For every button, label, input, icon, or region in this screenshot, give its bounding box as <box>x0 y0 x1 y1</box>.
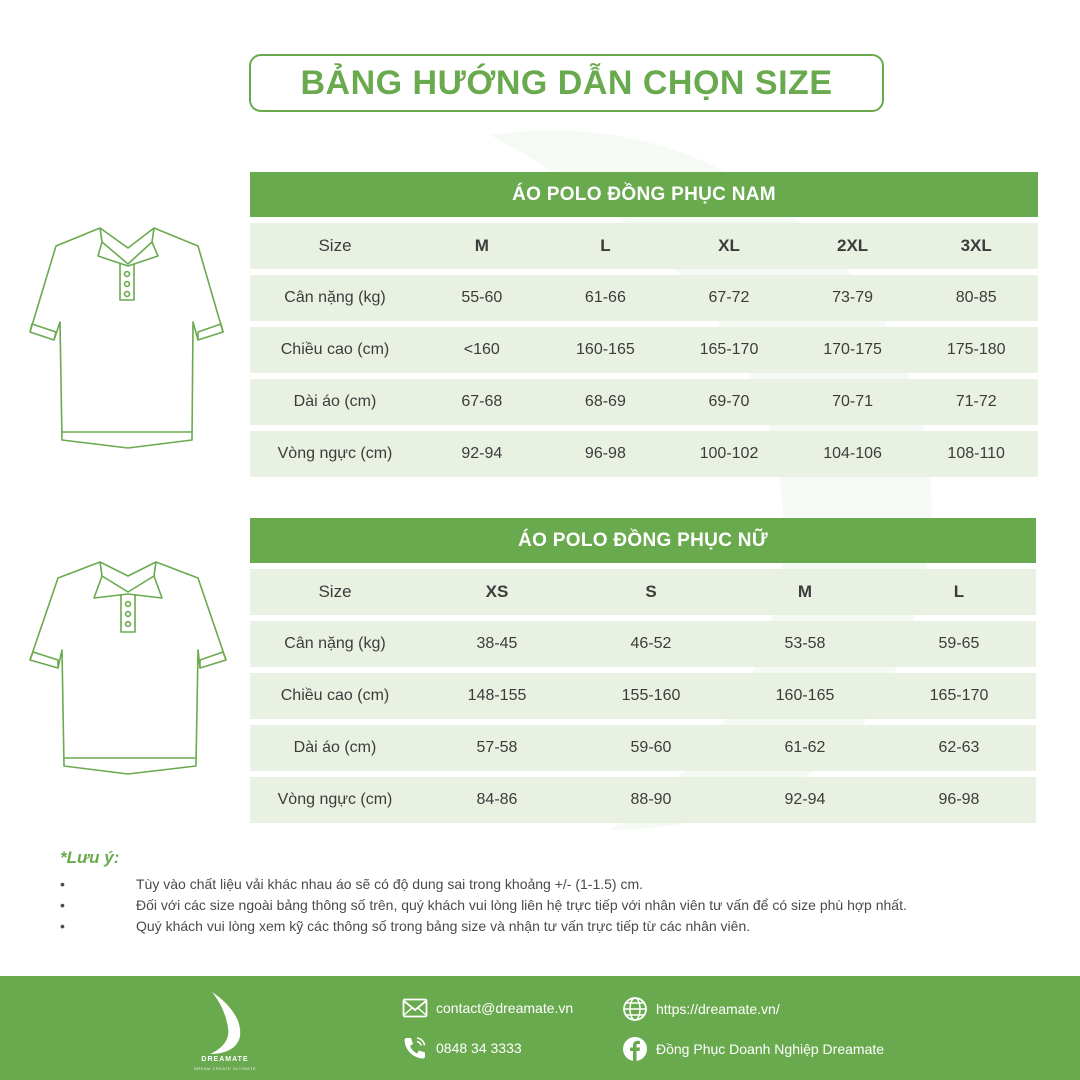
table-cell: 96-98 <box>938 791 980 808</box>
website-contact[interactable] <box>622 996 780 1022</box>
note-item <box>60 876 1020 897</box>
table-cell: 59-65 <box>938 635 980 652</box>
row-label: Chiều cao (cm) <box>280 341 390 358</box>
women-size-table <box>250 518 1036 823</box>
table-cell: 96-98 <box>584 445 626 462</box>
size-row <box>250 569 1036 615</box>
table-row <box>250 725 1036 771</box>
notes-title: *Lưu ý: <box>60 848 120 867</box>
men-size-table <box>250 172 1038 477</box>
dreamate-logo-icon <box>190 986 260 1056</box>
table-cell: 69-70 <box>708 393 750 410</box>
note-item <box>60 918 1020 939</box>
table-row <box>250 431 1038 477</box>
row-label: Vòng ngực (cm) <box>277 445 393 462</box>
polo-shirt-men-icon <box>28 222 226 454</box>
bullet: • <box>60 918 65 934</box>
size-cell: XL <box>718 236 740 255</box>
table-cell: 67-68 <box>461 393 503 410</box>
table-cell: 46-52 <box>630 635 672 652</box>
note-text: Đối với các size ngoài bảng thông số trên, quý khách vui lòng liên hệ trực tiếp với nhân viên tư vấn để có size phù hợp nhất. <box>136 897 907 913</box>
table-cell: 104-106 <box>823 445 882 462</box>
table-cell: 68-69 <box>584 393 626 410</box>
table-cell: 70-71 <box>832 393 874 410</box>
mail-icon <box>402 998 428 1018</box>
row-label: Size <box>318 582 352 601</box>
row-label: Cân nặng (kg) <box>284 289 386 306</box>
table-row <box>250 777 1036 823</box>
table-cell: 160-165 <box>576 341 635 358</box>
table-cell: 160-165 <box>775 687 835 704</box>
note-item <box>60 897 1020 918</box>
facebook-icon <box>622 1036 648 1062</box>
table-cell: 38-45 <box>476 635 518 652</box>
table-cell: 92-94 <box>461 445 503 462</box>
table-cell: 61-62 <box>784 739 826 756</box>
note-text: Tùy vào chất liệu vải khác nhau áo sẽ có độ dung sai trong khoảng +/- (1-1.5) cm. <box>136 876 644 892</box>
table-cell: 53-58 <box>784 635 826 652</box>
row-label: Vòng ngực (cm) <box>277 791 393 808</box>
table-cell: 165-170 <box>699 341 759 358</box>
email-contact[interactable] <box>402 998 573 1018</box>
table-cell: 73-79 <box>832 289 874 306</box>
table-cell: 61-66 <box>584 289 626 306</box>
globe-icon <box>622 996 648 1022</box>
table-row <box>250 673 1036 719</box>
phone-text: 0848 34 3333 <box>436 1040 522 1056</box>
row-label: Dài áo (cm) <box>293 739 377 756</box>
size-cell: XS <box>485 582 509 601</box>
table-cell: 71-72 <box>955 393 997 410</box>
table-cell: 170-175 <box>823 341 882 358</box>
size-cell: L <box>600 236 611 255</box>
table-cell: 108-110 <box>947 445 1005 462</box>
table-cell: 100-102 <box>699 445 759 462</box>
table-cell: 57-58 <box>476 739 518 756</box>
women-table-heading: ÁO POLO ĐỒNG PHỤC NỮ <box>250 518 1036 563</box>
table-cell: 62-63 <box>938 739 980 756</box>
table-row <box>250 327 1038 373</box>
bullet: • <box>60 876 65 892</box>
table-cell: 88-90 <box>630 791 672 808</box>
brand-name: DREAMATE <box>201 1056 249 1063</box>
facebook-contact[interactable] <box>622 1036 884 1062</box>
phone-icon <box>402 1036 428 1060</box>
table-cell: 59-60 <box>630 739 672 756</box>
size-cell: M <box>797 582 813 601</box>
bullet: • <box>60 897 65 913</box>
table-cell: 55-60 <box>461 289 503 306</box>
men-table-heading: ÁO POLO ĐỒNG PHỤC NAM <box>250 172 1038 217</box>
brand-tagline: DREAM CREATE ULTIMATE <box>193 1066 257 1071</box>
size-row <box>250 223 1038 269</box>
table-cell: 92-94 <box>784 791 826 808</box>
email-text: contact@dreamate.vn <box>436 1000 574 1016</box>
notes-section <box>60 848 1020 939</box>
size-cell: L <box>953 582 965 601</box>
table-cell: 84-86 <box>476 791 518 808</box>
size-cell: M <box>474 236 489 255</box>
page-title: BẢNG HƯỚNG DẪN CHỌN SIZE <box>249 54 884 112</box>
footer <box>0 976 1080 1080</box>
table-cell: 80-85 <box>955 289 997 306</box>
note-text: Quý khách vui lòng xem kỹ các thông số trong bảng size và nhận tư vấn trực tiếp từ các nhân viên. <box>136 918 751 934</box>
brand-logo[interactable] <box>190 986 260 1078</box>
size-cell: 3XL <box>960 236 992 255</box>
facebook-text: Đồng Phục Doanh Nghiệp Dreamate <box>656 1041 885 1057</box>
table-row <box>250 379 1038 425</box>
website-text: https://dreamate.vn/ <box>656 1001 780 1017</box>
table-row <box>250 275 1038 321</box>
table-cell: 165-170 <box>929 687 989 704</box>
table-cell: <160 <box>463 341 500 358</box>
table-cell: 67-72 <box>708 289 750 306</box>
row-label: Chiều cao (cm) <box>280 687 390 704</box>
phone-contact[interactable] <box>402 1036 522 1060</box>
table-cell: 148-155 <box>467 687 527 704</box>
row-label: Cân nặng (kg) <box>284 635 386 652</box>
table-row <box>250 621 1036 667</box>
row-label: Size <box>318 236 352 255</box>
table-cell: 175-180 <box>946 341 1006 358</box>
size-cell: 2XL <box>837 236 869 255</box>
row-label: Dài áo (cm) <box>293 393 377 410</box>
polo-shirt-women-icon <box>28 558 230 780</box>
table-cell: 155-160 <box>621 687 681 704</box>
size-cell: S <box>645 582 657 601</box>
